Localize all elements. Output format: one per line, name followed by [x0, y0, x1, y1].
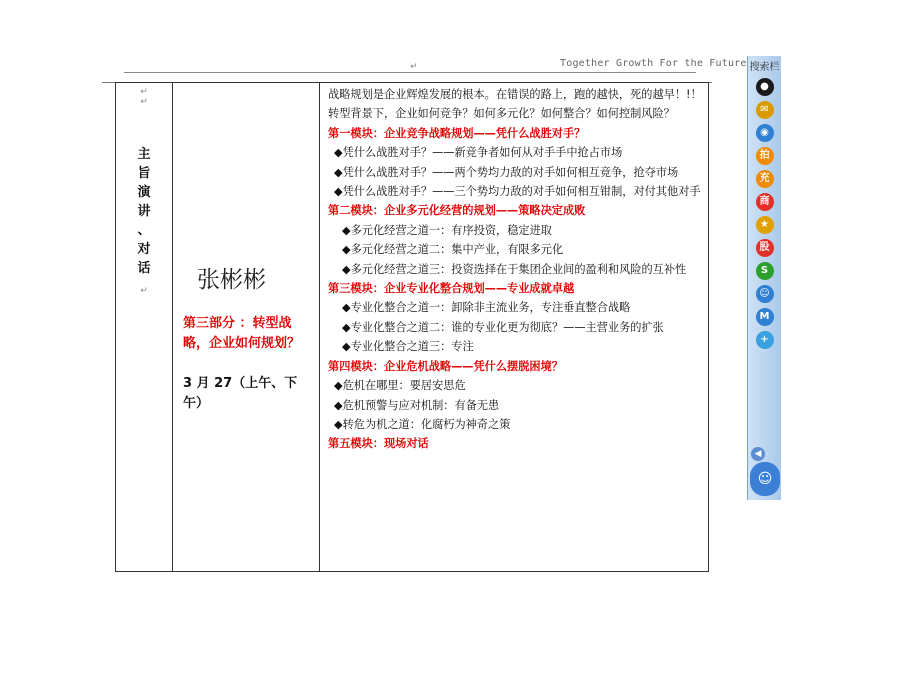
mail-icon[interactable]: ✉ [756, 101, 774, 119]
collapse-arrow-icon[interactable]: ◀ [751, 447, 765, 461]
content-body [320, 83, 708, 454]
module-title: 第四模块：企业危机战略——凭什么摆脱困境？ [328, 359, 563, 373]
header-paragraph-mark: ↵ [410, 62, 418, 72]
sidebar-icon-list [748, 78, 781, 349]
module-item: ◆专业化整合之道三：专注 [342, 340, 474, 354]
pai-icon[interactable]: 拍 [756, 147, 774, 165]
module-item: ◆危机预警与应对机制：有备无患 [334, 398, 500, 412]
quick-launch-sidebar [747, 56, 781, 500]
content-cell [320, 83, 709, 572]
module-item: ◆专业化整合之道一：卸除非主流业务，专注垂直整合战略 [342, 301, 631, 315]
module-item: ◆多元化经营之道二：集中产业，有限多元化 [342, 243, 564, 257]
m-icon[interactable]: M [756, 308, 774, 326]
para-mark: ↵ [140, 97, 148, 107]
plus-icon[interactable]: + [756, 331, 774, 349]
module-title: 第三模块：企业专业化整合规划——专业成就卓越 [328, 282, 575, 296]
speaker-cell [173, 83, 320, 572]
session-type-label: 主 旨 演 讲 、 对 话 [137, 147, 151, 276]
module-item: ◆转危为机之道：化腐朽为神奇之策 [334, 417, 511, 431]
module-item: ◆凭什么战胜对手？——新竞争者如何从对手手中抢占市场 [334, 146, 623, 160]
intro-paragraph: 战略规划是企业辉煌发展的根本。在错误的路上，跑的越快，死的越早！!！转型背景下，企业如何竞争？如何多元化？如何整合？如何控制风险？ [328, 88, 702, 121]
schedule-table [115, 82, 709, 572]
module-item: ◆凭什么战胜对手？——两个势均力敌的对手如何相互竞争，抢夺市场 [334, 165, 679, 179]
module-title: 第二模块：企业多元化经营的规划——策略决定成败 [328, 204, 586, 218]
para-mark: ↵ [140, 87, 148, 97]
page-header-text: Together Growth For the Future [560, 58, 747, 69]
chat-icon[interactable]: ◉ [756, 124, 774, 142]
module-title: 第五模块：现场对话 [328, 437, 429, 451]
sidebar-title: 搜索栏 [749, 62, 780, 73]
module-item: ◆专业化整合之道二：谁的专业化更为彻底？——主营业务的扩张 [342, 320, 664, 334]
header-rule [124, 72, 696, 73]
module-item: ◆多元化经营之道一：有序投资，稳定进取 [342, 223, 552, 237]
speaker-name: 张彬彬 [197, 267, 266, 293]
chong-icon[interactable]: 充 [756, 170, 774, 188]
star-icon[interactable]: ★ [756, 216, 774, 234]
qq-icon[interactable]: ● [756, 78, 774, 96]
session-type-cell [116, 83, 173, 572]
people-icon[interactable]: ☺ [756, 285, 774, 303]
module-title: 第一模块：企业竞争战略规划——凭什么战胜对手？ [328, 126, 586, 140]
avatar-button-icon[interactable]: ☺ [750, 462, 780, 496]
module-item: ◆危机在哪里：要居安思危 [334, 379, 466, 393]
s-icon[interactable]: S [756, 262, 774, 280]
gu-icon[interactable]: 股 [756, 239, 774, 257]
module-item: ◆多元化经营之道三：投资选择在于集团企业间的盈利和风险的互补性 [342, 262, 687, 276]
para-mark: ↵ [140, 286, 148, 296]
part-title: 第三部分 ：转型战略，企业如何规划？ [183, 316, 301, 351]
shang-icon[interactable]: 商 [756, 193, 774, 211]
module-item: ◆凭什么战胜对手？——三个势均力敌的对手如何相互钳制，对付其他对手 [334, 185, 701, 199]
session-date: 3 月 27（上午、下午） [183, 376, 298, 411]
